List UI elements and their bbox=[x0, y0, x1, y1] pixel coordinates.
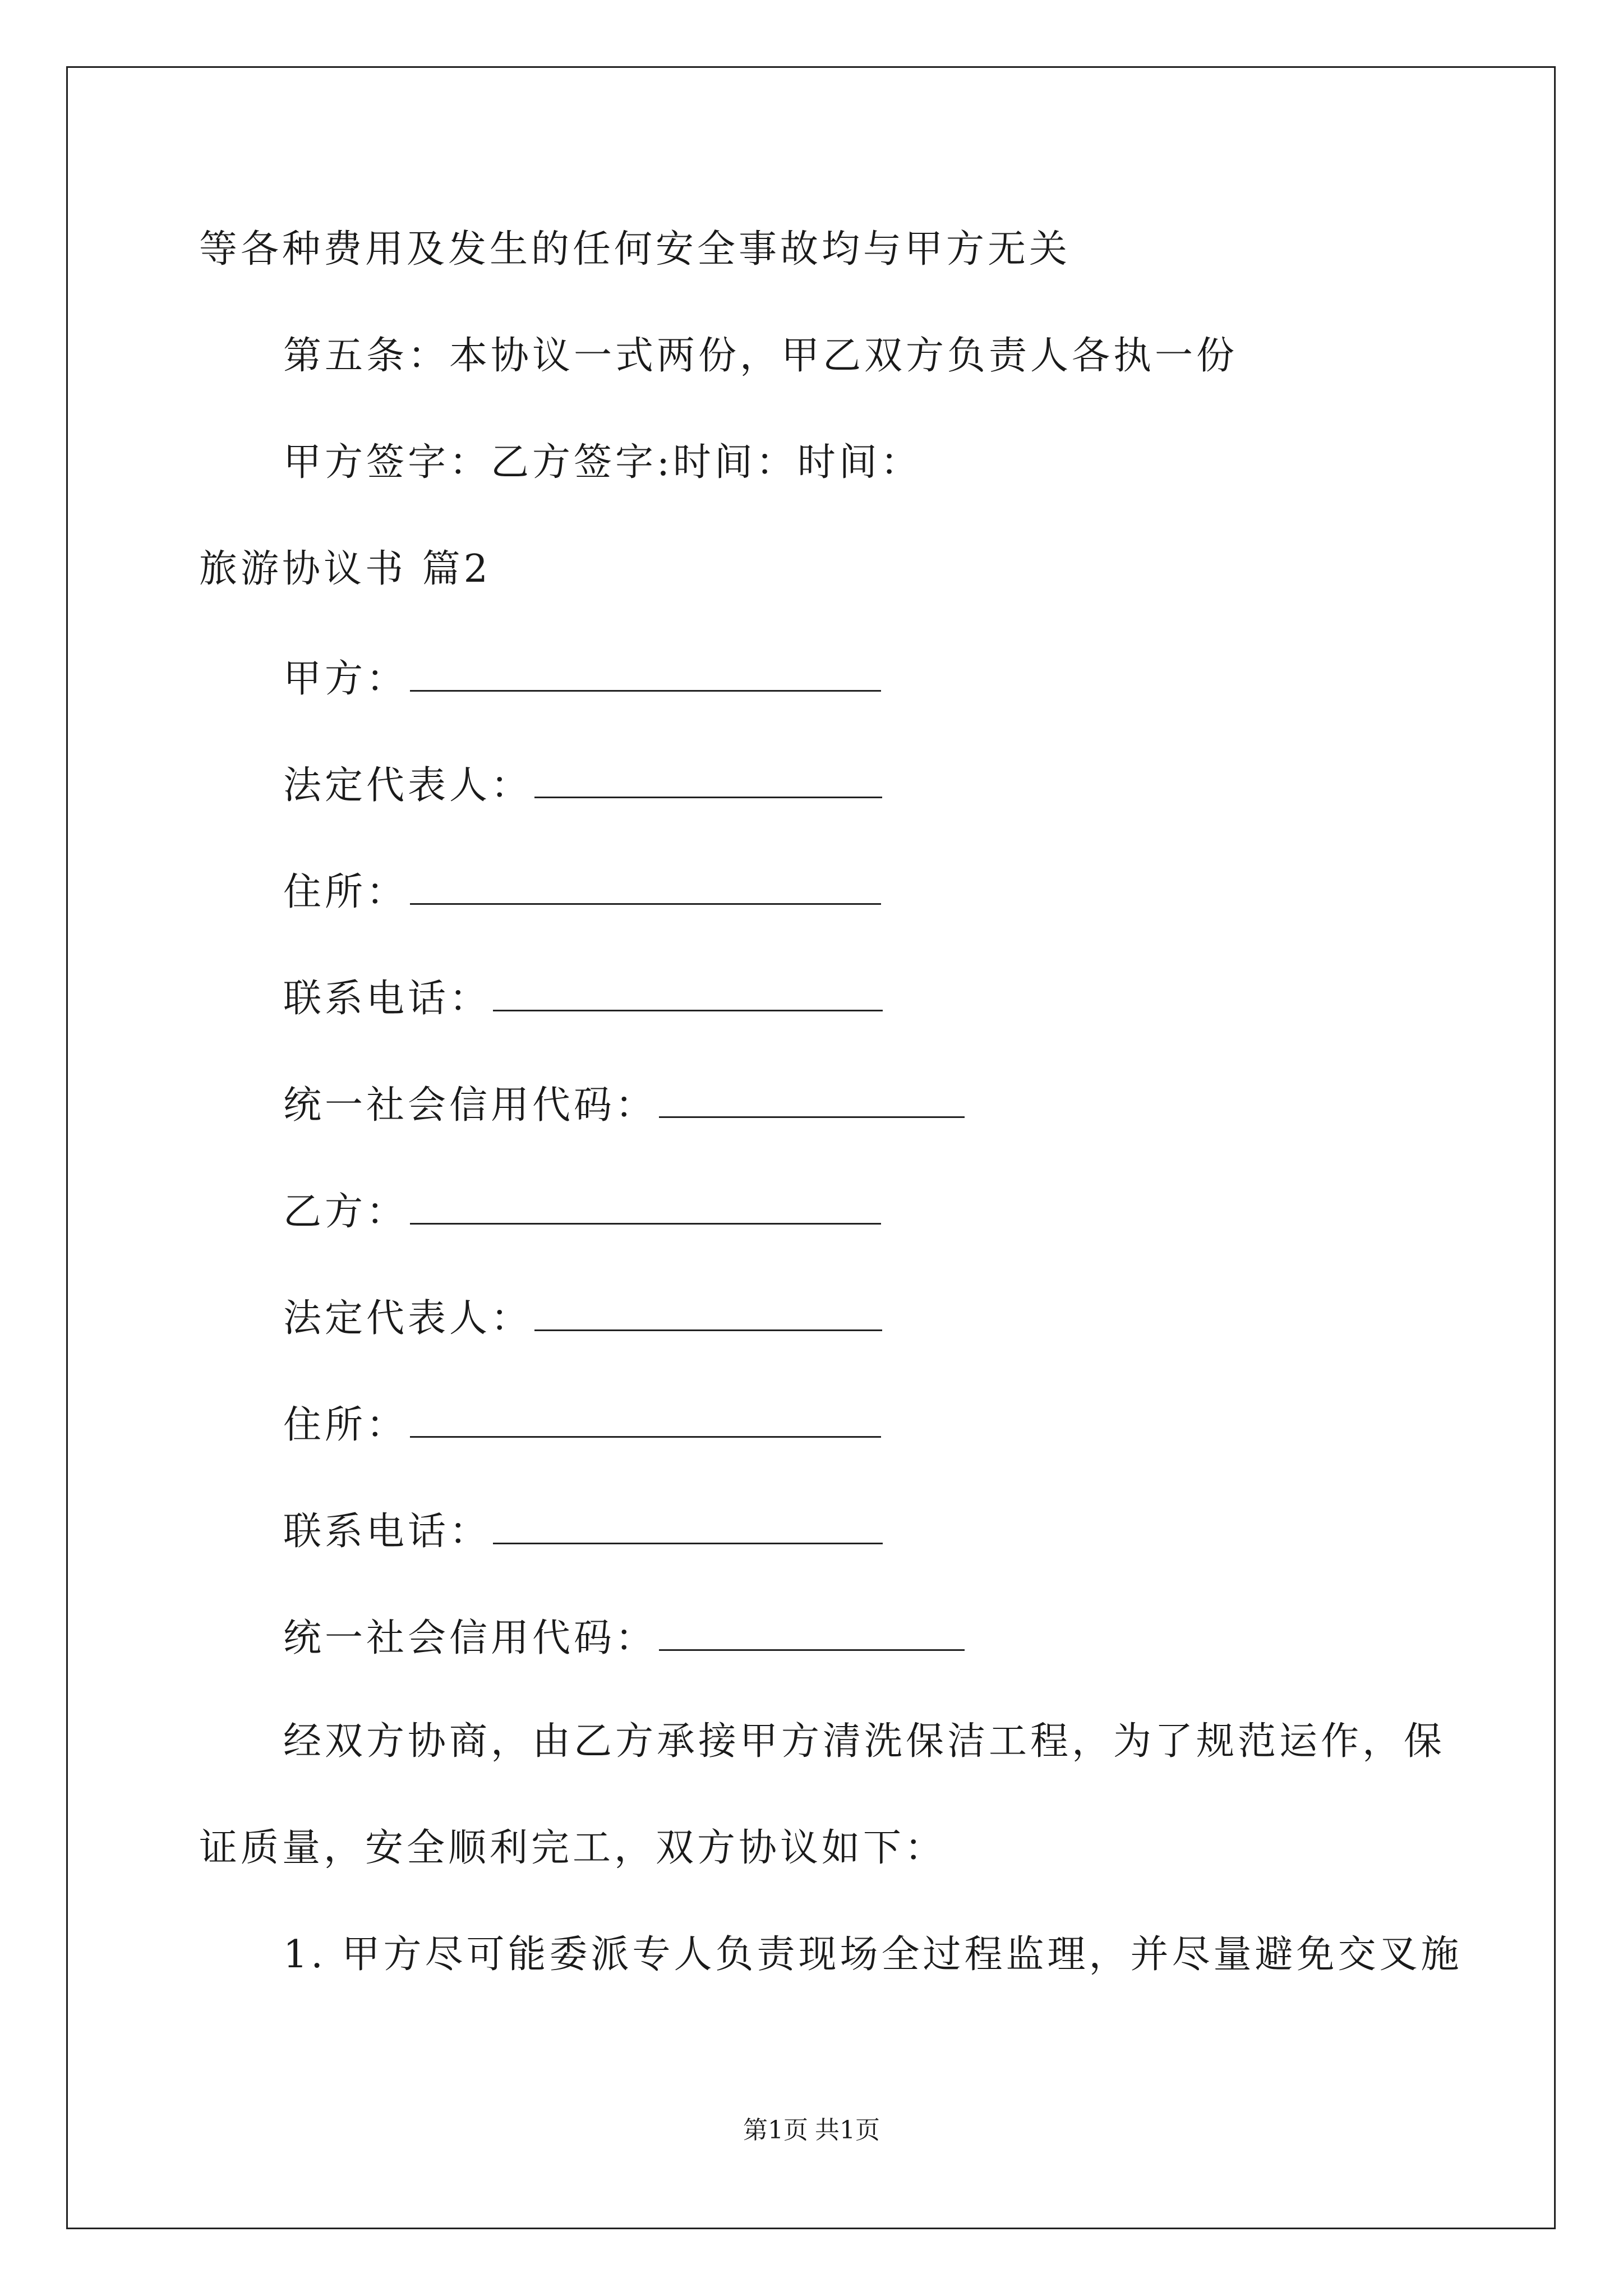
blank-underline bbox=[410, 864, 881, 905]
blank-underline bbox=[493, 1503, 883, 1544]
field-label: 住所： bbox=[283, 870, 408, 914]
party-a-field bbox=[283, 1077, 965, 1131]
field-label: 乙方： bbox=[283, 1190, 408, 1234]
paragraph-line: 第五条：本协议一式两份，甲乙双方负责人各执一份 bbox=[283, 334, 1238, 378]
signature-line: 甲方签字：乙方签字:时间：时间： bbox=[283, 440, 922, 485]
field-label: 联系电话： bbox=[283, 977, 491, 1021]
field-label: 统一社会信用代码： bbox=[283, 1616, 657, 1660]
blank-underline bbox=[410, 1397, 881, 1438]
blank-underline bbox=[410, 651, 881, 692]
field-label: 法定代表人： bbox=[283, 763, 533, 808]
paragraph-line: 等各种费用及发生的任何安全事故均与甲方无关 bbox=[199, 227, 1071, 272]
blank-underline bbox=[493, 970, 883, 1011]
party-b-field bbox=[283, 1290, 882, 1344]
field-label: 法定代表人： bbox=[283, 1296, 533, 1341]
paragraph-line: 1. 甲方尽可能委派专人负责现场全过程监理，并尽量避免交叉施 bbox=[283, 1932, 1463, 1977]
page-footer bbox=[0, 2114, 1623, 2147]
page-border bbox=[66, 66, 1556, 2229]
blank-underline bbox=[659, 1077, 965, 1118]
paragraph-line: 经双方协商，由乙方承接甲方清洗保洁工程，为了规范运作，保 bbox=[283, 1719, 1446, 1764]
field-label: 甲方： bbox=[283, 657, 408, 701]
blank-underline bbox=[659, 1610, 965, 1651]
party-a-field bbox=[283, 864, 881, 918]
total-pages: 共1页 bbox=[815, 2116, 880, 2145]
party-b-field bbox=[283, 1397, 881, 1451]
paragraph-line: 证质量，安全顺利完工，双方协议如下： bbox=[199, 1826, 947, 1870]
party-b-field bbox=[283, 1503, 883, 1557]
party-a-field bbox=[283, 651, 881, 705]
blank-underline bbox=[534, 757, 882, 798]
party-a-field bbox=[283, 757, 882, 811]
blank-underline bbox=[534, 1290, 882, 1331]
section-heading: 旅游协议书 篇2 bbox=[199, 547, 491, 591]
field-label: 统一社会信用代码： bbox=[283, 1083, 657, 1128]
party-b-field bbox=[283, 1184, 881, 1237]
field-label: 联系电话： bbox=[283, 1510, 491, 1554]
blank-underline bbox=[410, 1184, 881, 1225]
party-a-field bbox=[283, 970, 883, 1024]
party-b-field bbox=[283, 1610, 965, 1664]
page-number: 第1页 bbox=[743, 2116, 808, 2145]
field-label: 住所： bbox=[283, 1403, 408, 1447]
